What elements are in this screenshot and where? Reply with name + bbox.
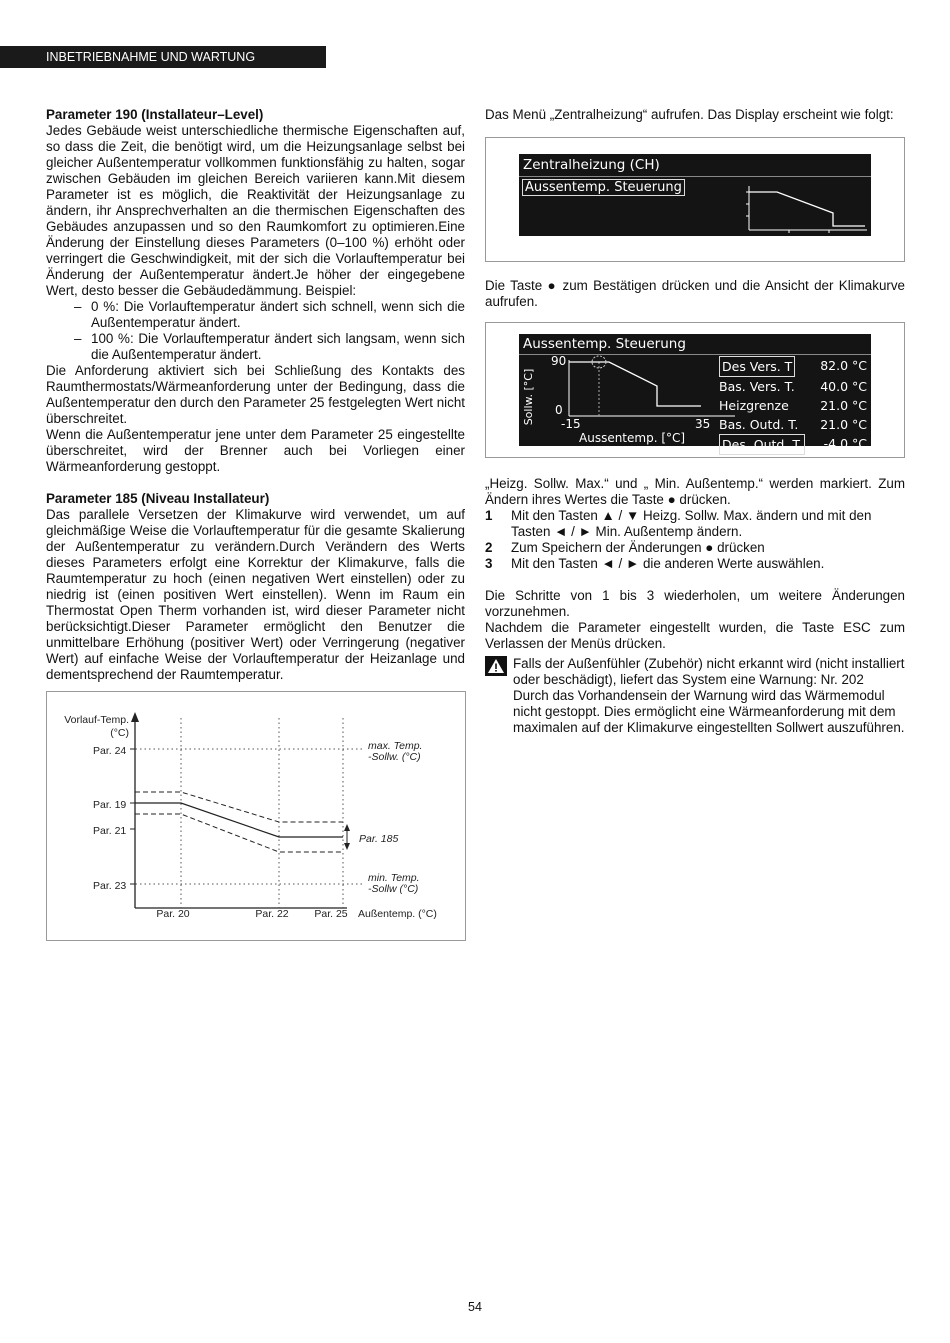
param-185-title: Parameter 185 (Niveau Installateur) <box>46 491 270 506</box>
table-cell-value: 82.0 °C <box>820 358 867 373</box>
step-text: Mit den Tasten ◄ / ► die anderen Werte auswählen. <box>511 556 825 571</box>
right-column <box>485 107 905 736</box>
list-item: – 0 %: Die Vorlauftemperatur ändert sich schnell, wenn sich die Außentemperatur ändert. <box>74 299 465 330</box>
marked-text: „Heizg. Sollw. Max.“ und „ Min. Außentemp.“ werden markiert. Zum Ändern ihres Wertes die Taste ● drücken. <box>485 476 905 507</box>
step-item <box>485 540 905 556</box>
lcd-value-table <box>719 356 867 455</box>
param-190-body-3: Wenn die Außentemperatur jene unter dem Parameter 25 eingestellte überschreitet, wird der Brenner auch bei Vorliegen einer Wärmeanforderung gestoppt. <box>46 427 465 474</box>
max-label: max. Temp. <box>368 740 423 752</box>
table-row[interactable] <box>719 356 867 377</box>
param-190-body-2: Die Anforderung aktiviert sich bei Schließung des Kontakts des Raumthermostats/Wärmeanforderung unter der Bedingung, dass die Außentemperatur den durch den Parameter 25 festgelegten Wert nicht überschreitet. <box>46 363 465 426</box>
min-label-unit: -Sollw (°C) <box>368 883 419 895</box>
x-tick-label: Par. 20 <box>156 908 190 920</box>
x-tick-label: Par. 22 <box>255 908 289 920</box>
step-number: 3 <box>485 556 493 571</box>
esc-text: Nachdem die Parameter eingestellt wurden, die Taste ESC zum Verlassen der Menüs drücken. <box>485 620 905 651</box>
y-tick-label: Par. 24 <box>93 745 127 757</box>
step-number: 2 <box>485 540 493 555</box>
lcd-x-min: -15 <box>561 417 581 431</box>
table-cell-label: Bas. Outd. T. <box>719 417 799 432</box>
warning-note <box>485 656 905 736</box>
warning-icon <box>485 656 507 676</box>
warning-text: Falls der Außenfühler (Zubehör) nicht erkannt wird (nicht installiert oder beschädigt), liefert das System eine Warnung: Nr. 202 <box>513 656 905 687</box>
lcd-curve-plot <box>567 348 737 420</box>
step-number: 1 <box>485 508 493 523</box>
x-axis-label: Außentemp. (°C) <box>358 908 437 920</box>
y-axis-unit: (°C) <box>110 727 129 739</box>
repeat-text: Die Schritte von 1 bis 3 wiederholen, um weitere Änderungen vorzunehmen. <box>485 588 905 619</box>
section-header <box>0 46 326 68</box>
lcd-y-axis-label: Sollw. [°C] <box>522 368 535 426</box>
lcd-x-max: 35 <box>695 417 711 431</box>
confirm-text: Die Taste ● zum Bestätigen drücken und die Ansicht der Klimakurve aufrufen. <box>485 278 905 309</box>
step-text: Mit den Tasten ▲ / ▼ Heizg. Sollw. Max. ändern und mit den Tasten ◄ / ► Min. Außentemp ändern. <box>511 508 872 539</box>
y-axis-label: Vorlauf-Temp. <box>64 714 129 726</box>
table-row[interactable] <box>719 415 867 434</box>
intro-text: Das Menü „Zentralheizung“ aufrufen. Das Display erscheint wie folgt: <box>485 107 894 122</box>
max-label-unit: -Sollw. (°C) <box>368 751 421 763</box>
warning-text-2: Durch das Vorhandensein der Warnung wird das Wärmemodul nicht gestoppt. Dies ermöglicht eine Wärmeanforderung mit dem maximalen auf der Klimakurve eingestellten Sollwert auszuführen. <box>513 688 905 735</box>
table-cell-label: Bas. Vers. T. <box>719 379 795 394</box>
lcd-panel <box>519 154 871 236</box>
table-row[interactable] <box>719 396 867 415</box>
param-185-body: Das parallele Versetzen der Klimakurve wird verwendet, um auf gleichmäßige Weise die Vorlauftemperatur für die gesamte Skalierung der Außentemperatur zu verändern.Durch Verändern des Werts dieses Parameters erfolgt eine Korrektur der Klimakurve, falls die Raumtemperatur zu hoch (einen negativen Wert einstellen) oder zu niedrig ist (einen positiven Wert einstellen). Wenn im Raum ein Thermostat Open Therm vorhanden ist, wird dieser Parameter nicht berücksichtigt.Dieser Parameter ermöglicht den Benutzer die unmittelbare Erhöhung (positiver Wert) oder Verringerung (negativer Wert) auf einfache Weise der Vorlauftemperatur der Heizanlage und dementsprechend der Raumtemperatur. <box>46 507 465 682</box>
param-190-title: Parameter 190 (Installateur–Level) <box>46 107 264 122</box>
table-cell-label: Des Vers. T <box>719 356 795 377</box>
display-screen-curve <box>485 322 905 458</box>
lcd-y-min: 0 <box>555 403 563 417</box>
table-cell-value: 21.0 °C <box>820 398 867 413</box>
y-tick-label: Par. 19 <box>93 799 127 811</box>
heating-curve-diagram <box>46 691 466 941</box>
page-number: 54 <box>468 1300 482 1314</box>
step-item <box>485 508 905 540</box>
table-cell-label: Heizgrenze <box>719 398 789 413</box>
lcd-panel <box>519 334 871 452</box>
display-screen-ch <box>485 137 905 262</box>
list-item-text: 0 %: Die Vorlauftemperatur ändert sich schnell, wenn sich die Außentemperatur ändert. <box>91 299 465 330</box>
list-item-text: 100 %: Die Vorlauftemperatur ändert sich langsam, wenn sich die Außentemperatur ändert. <box>91 331 465 362</box>
offset-label: Par. 185 <box>359 833 399 845</box>
list-item: – 100 %: Die Vorlauftemperatur ändert sich langsam, wenn sich die Außentemperatur ändert. <box>74 331 465 362</box>
lcd-y-max: 90 <box>551 354 567 368</box>
step-item <box>485 556 905 572</box>
table-cell-value: 40.0 °C <box>820 379 867 394</box>
step-text: Zum Speichern der Änderungen ● drücken <box>511 540 765 555</box>
diagram-svg <box>47 692 465 940</box>
section-title: INBETRIEBNAHME UND WARTUNG <box>46 50 256 64</box>
table-row[interactable] <box>719 434 867 455</box>
lcd-title: Zentralheizung (CH) <box>523 157 660 173</box>
y-tick-label: Par. 21 <box>93 825 127 837</box>
x-tick-label: Par. 25 <box>314 908 348 920</box>
table-cell-label: Des. Outd. T. <box>719 434 805 455</box>
table-cell-value: 21.0 °C <box>820 417 867 432</box>
table-cell-value: -4.0 °C <box>823 436 867 451</box>
table-row[interactable] <box>719 377 867 396</box>
lcd-title: Aussentemp. Steuerung <box>523 336 686 352</box>
min-label: min. Temp. <box>368 872 420 884</box>
lcd-selected-item[interactable]: Aussentemp. Steuerung <box>522 179 685 196</box>
param-190-body: Jedes Gebäude weist unterschiedliche thermische Eigenschaften auf, so dass die Zeit, die benötigt wird, um die Heizungsanlage selbst bei gleicher Außentemperatur vollkommen funktionsfähig zu halten, sogar zwischen Gebäuden im gleichen Bereich variieren kann.Mit diesem Parameter ist es möglich, die Reaktivität der Heizungsanlage zu ändern, ihr Ansprechverhalten an die thermischen Eigenschaften des Gebäudes anzupassen und so den Raumkomfort zu optimieren.Eine Änderung der Einstellung dieses Parameters (0–100 %) erhöht oder verringert die Geschwindigkeit, mit der sich die Vorlauftemperatur bei Änderung der Außentemperatur ändert.Je höher der eingegebene Wert, desto besser die Gebäudedämmung. Beispiel: <box>46 123 465 298</box>
lcd-x-axis-label: Aussentemp. [°C] <box>579 431 686 445</box>
left-column <box>46 107 465 683</box>
mini-curve-icon <box>741 180 871 236</box>
y-tick-label: Par. 23 <box>93 880 127 892</box>
